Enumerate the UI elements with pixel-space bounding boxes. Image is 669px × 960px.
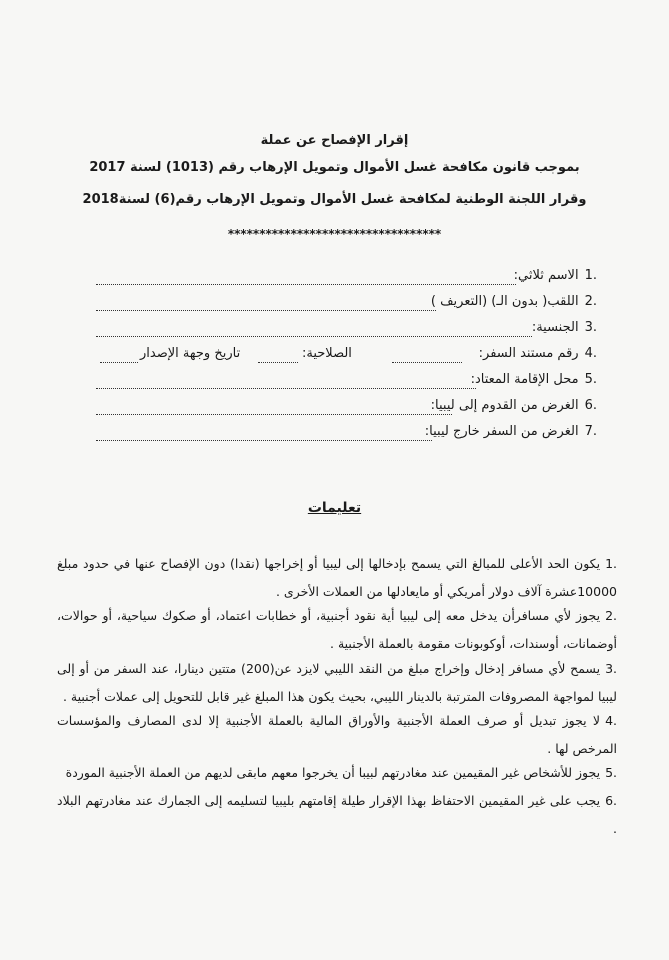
instructions-title: تعليمات xyxy=(307,500,362,516)
field-label: محل الإقامة المعتاد: xyxy=(470,372,579,387)
field-label: الغرض من القدوم إلى ليبيا: xyxy=(430,398,579,413)
nationality-input-line[interactable] xyxy=(96,336,532,337)
purpose-arrival-input-line[interactable] xyxy=(96,414,452,415)
instruction-item: .1يكون الحد الأعلى للمبالغ التي يسمح بإدخالها إلى ليبيا أو إخراجها (نقدا) دون الإفصاح عنها في حدود مبلغ 10000عشرة آلاف دولار أمريكي أو مايعادلها من العملات الأخرى . xyxy=(57,556,617,599)
instruction-item: .2يجوز لأي مسافرأن يدخل معه إلى ليبيا أية نقود أجنبية، أو خطابات اعتماد، أو صكوك سياحية، أو حوالات، أوضمانات، أوسندات، أوكوبونات مقومة بالعملة الأجنبية . xyxy=(57,608,617,651)
field-purpose-departure: .7الغرض من السفر خارج ليبيا: xyxy=(424,424,597,439)
field-residence: .5محل الإقامة المعتاد: xyxy=(470,372,597,387)
document-title: إقرار الإفصاح عن عملة xyxy=(260,133,409,148)
instruction-item: .5يجوز للأشخاص غير المقيمين عند مغادرتهم لبيبا أن يخرجوا معهم مابقى لديهم من العملة الأجنبية الموردة xyxy=(65,765,617,780)
travel-document-input-line[interactable] xyxy=(392,362,462,363)
instruction-item: .6يجب على غير المقيمين الاحتفاظ بهذا الإقرار طيلة إقامتهم بليبيا لتسليمه إلى الجمارك عند مغادرتهم البلاد . xyxy=(57,793,617,836)
instruction-item: .4لا يجوز تبديل أو صرف العملة الأجنبية والأوراق المالية بالعملة الأجنبية إلا لدى المصارف والمؤسسات المرخص لها . xyxy=(57,713,617,756)
law-reference: بموجب قانون مكافحة غسل الأموال وتمويل الإرهاب رقم (1013) لسنة 2017 xyxy=(89,160,580,175)
field-nationality: .3الجنسية: xyxy=(531,320,597,335)
residence-input-line[interactable] xyxy=(96,388,476,389)
field-label: الغرض من السفر خارج ليبيا: xyxy=(424,424,579,439)
issue-date-input-line[interactable] xyxy=(100,362,138,363)
field-label: الجنسية: xyxy=(531,320,579,335)
field-surname: .2اللقب( بدون الـ) (التعريف ) xyxy=(430,294,597,309)
full-name-input-line[interactable] xyxy=(96,284,516,285)
field-validity: الصلاحية: xyxy=(302,346,352,361)
surname-input-line[interactable] xyxy=(96,310,436,311)
field-issue-date-place: تاريخ وجهة الإصدار xyxy=(140,346,241,361)
field-purpose-arrival: .6الغرض من القدوم إلى ليبيا: xyxy=(430,398,597,413)
field-full-name: .1الاسم ثلاثي: xyxy=(513,268,597,283)
field-label: اللقب( بدون الـ) (التعريف ) xyxy=(430,294,579,309)
separator-stars: ********************************** xyxy=(227,227,442,241)
field-travel-document: .4رقم مستند السفر: xyxy=(478,346,597,361)
decision-reference: وقرار اللجنة الوطنية لمكافحة غسل الأموال وتمويل الإرهاب رقم(6) لسنة2018 xyxy=(82,192,587,207)
purpose-departure-input-line[interactable] xyxy=(96,440,432,441)
field-label: رقم مستند السفر: xyxy=(478,346,579,361)
field-label: الاسم ثلاثي: xyxy=(513,268,579,283)
validity-input-line[interactable] xyxy=(258,362,298,363)
instruction-item: .3يسمح لأي مسافر إدخال وإخراج مبلغ من النقد الليبي لايزد عن(200) متتين دينارا، عند السفر من أو إلى ليبيا لمواجهة المصروفات المترتبة بالدينار الليبي، بحيث يكون هذا المبلغ غير قابل للتحويل إلى عملات أجنبية . xyxy=(57,661,617,704)
